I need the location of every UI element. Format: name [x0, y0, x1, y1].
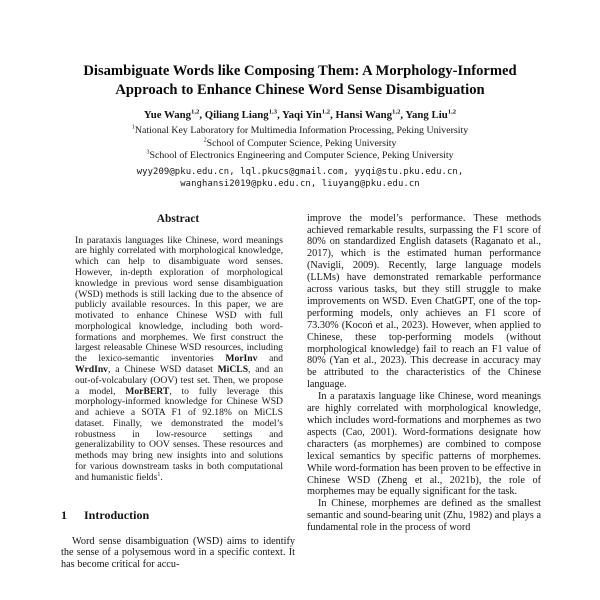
paper-title-line1: Disambiguate Words like Composing Them: A Morphology-Informed	[83, 63, 517, 79]
section-title: Introduction	[84, 507, 150, 522]
introduction-paragraph: Word sense disambiguation (WSD) aims to identify the sense of a polysemous word in a specific context. It has become critical for accu-	[61, 535, 295, 571]
right-paragraph-3: In Chinese, morphemes are defined as the smallest semantic and sound-bearing unit (Zhu, 1982) and plays a fundamental role in the process of word	[307, 498, 541, 534]
right-column	[307, 213, 541, 534]
affiliation-line-1: $^1$National Key Laboratory for Multimedia Information Processing, Peking University	[131, 124, 469, 136]
left-column	[61, 213, 295, 572]
email-line-1: wyy209@pku.edu.cn, lql.pkucs@gmail.com, yyqi@stu.pku.edu.cn,	[136, 166, 464, 177]
abstract-section	[61, 213, 295, 484]
author-emails	[0, 166, 600, 191]
paper-title	[0, 62, 600, 100]
section-heading-introduction	[61, 508, 295, 523]
affiliation-line-3: $^3$School of Electronics Engineering and Computer Science, Peking University	[146, 149, 454, 162]
affiliation-line-2: $^2$School of Computer Science, Peking University	[203, 137, 397, 149]
two-column-body	[0, 213, 600, 572]
paper-header	[0, 0, 600, 191]
authors-line: Yue Wang$^{1,2}$, Qiliang Liang$^{1,3}$, Yaqi Yin$^{1,2}$, Hansi Wang$^{1,2}$, Yang Liu$^{1,2}$	[143, 108, 457, 121]
abstract-body: In parataxis languages like Chinese, word meanings are highly correlated with morphological knowledge, which can help to disambiguate word senses. However, in-depth exploration of morphological knowledge in previous word sense disambiguation (WSD) methods is still lacking due to the absence of publicly available resources. In this paper, we are motivated to enhance Chinese WSD with full morphological knowledge, including both word-formations and morphemes. We first construct the largest releasable Chinese WSD resources, including the lexico-semantic inventories MorInv and WrdInv, a Chinese WSD dataset MiCLS, and an out-of-volcabulary (OOV) test set. Then, we propose a model, MorBERT, to fully leverage this morphology-informed knowledge for Chinese WSD and achieve a SOTA F1 of 92.18% on MiCLS dataset. Finally, we demonstrated the model’s robustness in low-resource settings and generalizability to OOV senses. These resources and methods may bring new insights into and solutions for various downstream tasks in both computational and humanistic fields$^1$.	[75, 234, 284, 483]
section-number: 1	[61, 507, 67, 522]
right-paragraph-1: improve the model’s performance. These methods achieved remarkable results, surpassing the F1 score of 80% on standardized English datasets (Raganato et al., 2017), which is the estimated human performance (Navigli, 2009). Recently, large language models (LLMs) have demonstrated remarkable performance across various tasks, but they still struggle to make improvements on WSD. Even ChatGPT, one of the top-performing models, only achieves an F1 score of 73.30% (Kocoń et al., 2023). However, when applied to Chinese, these top-performing models (without morphological knowledge) fail to reach an F1 value of 80% (Yan et al., 2023). This decrease in accuracy may be attributed to the characteristics of the Chinese language.	[307, 212, 541, 391]
right-paragraph-2: In a parataxis language like Chinese, word meanings are highly correlated with morphological knowledge, which includes word-formations and morphemes as two aspects (Cao, 2001). Word-formations designate how characters (as morphemes) are combined to compose lexical semantics by specific patterns of morphemes. While word-formation has been proven to be effective in Chinese WSD (Zheng et al., 2021b), the role of morphemes may be equally significant for the task.	[307, 391, 541, 498]
paper-title-line2: Approach to Enhance Chinese Word Sense Disambiguation	[115, 82, 485, 98]
email-line-2: wanghansi2019@pku.edu.cn, liuyang@pku.edu.cn	[180, 179, 420, 190]
abstract-heading: Abstract	[156, 212, 200, 225]
affiliations	[0, 125, 600, 163]
